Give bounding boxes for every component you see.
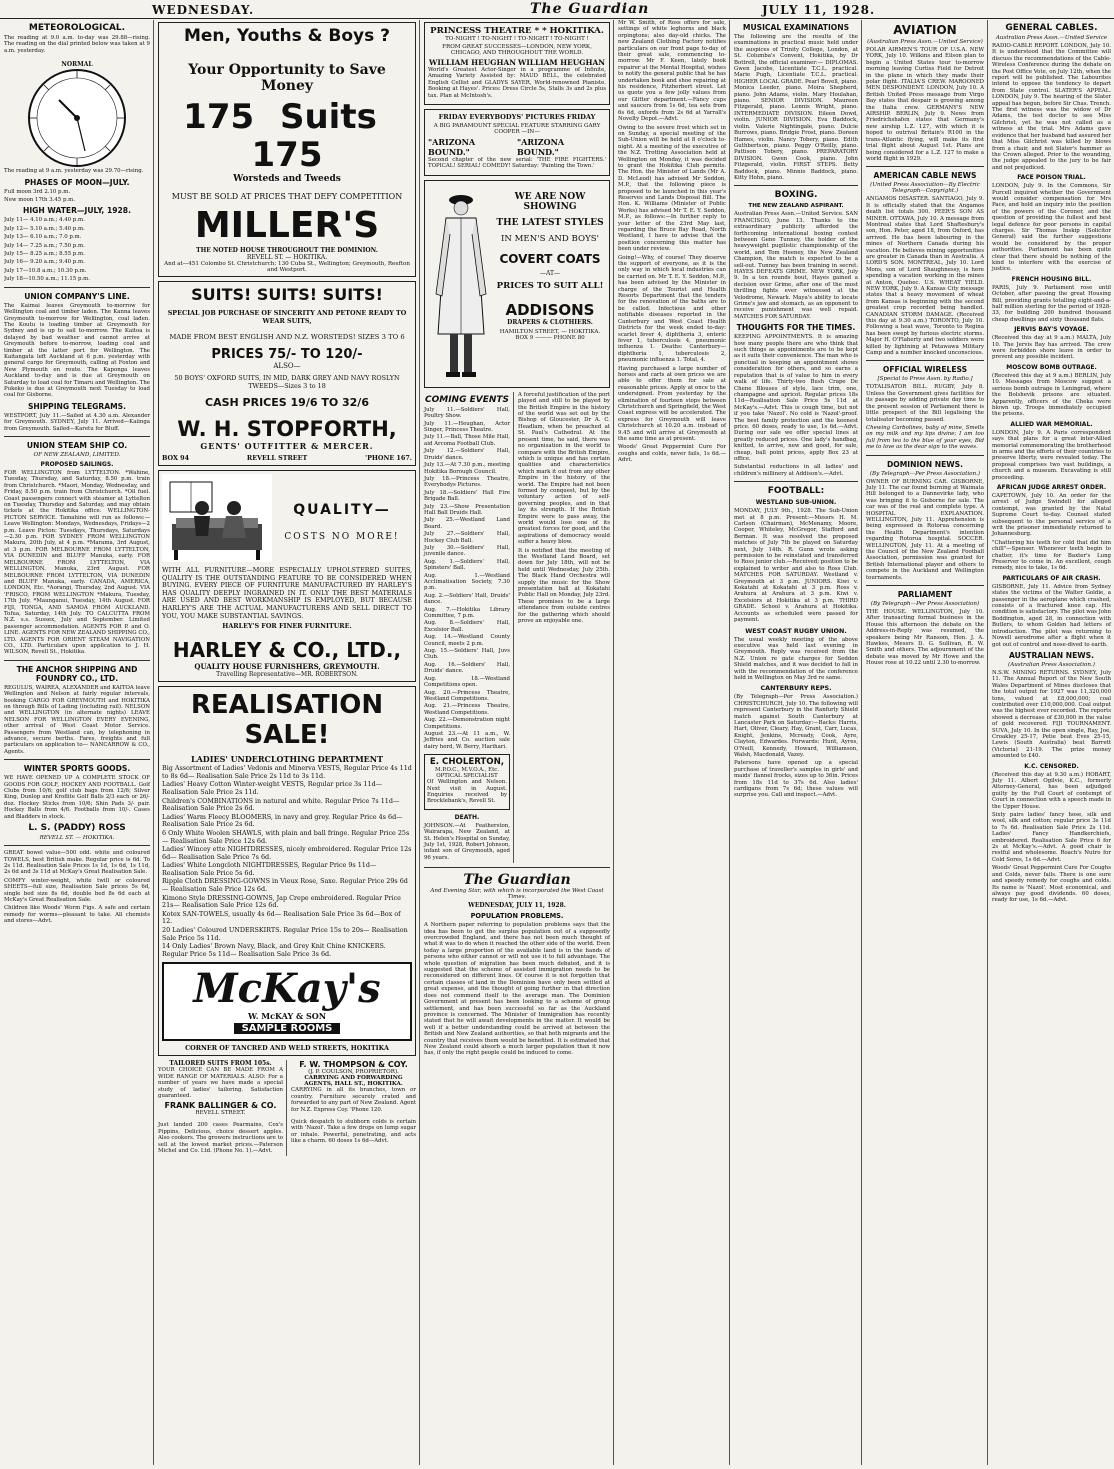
phase-line: Full moon 3rd 2.10 p.m. <box>4 188 71 195</box>
aviation-text: POLAR AIRMEN'S TOUR OF U.S.A. NEW YORK, July 10. Wilkins and Eilson plan to begin a United States tour to-morrow morning leaving Curtiss Field for Detroit in the plane in which they made their polar flight. ITALIA'S CREW. MAROONED MEN DESPONDENT. LONDON, July 10. A British United Press message from Virgo Bay states that despair is growing among the Italia crew. GERMANY'S NEW AIRSHIP. BERLIN, July 9. News from Friedrichshafen states that Germany's new airship L.Z. 127, with which it is hoped to outrival Britain's R100 in the trans-Atlantic flying, will make its first trial flight about August 1st. Plans are being considered for a L.Z. 127 to make a world flight in 1929. <box>866 47 984 162</box>
aviation-sub: (Australian Press Assn.—United Service) <box>867 39 983 45</box>
mckays-sale-ad <box>158 686 416 1056</box>
event-item: July 13.—At 7.30 p.m., meeting Hokitika Borough Council. <box>424 462 510 475</box>
anchor-text: REGULUS, WAIREA, ALEXANDER and KAITOA leave Wellington and Nelson at fairly regular intervals, booking CARGO FOR GREYMOUTH and HOKITIKA on through Bills of Lading (including rail). NELSON and WELLINGTON (in alternate nights) LEAVE NELSON FOR WELLINGTON EVERY EVENING, other arrival of West Coast Motor Service. Passengers from Westland can, by telephoning in advance, secure berths. Fares, freights and full particulars on application to— NANCARROW & CO., Agents. <box>4 684 150 755</box>
westland-text: MONDAY, JULY 9th., 1928. The Sub-Union met at 8 p.m. Present:—Messrs H. M. Carlson (Chairman), McMenamy, Moore, Cooper, Whiteley, McGregor, Stafford and Berman. It was resolved the proposed matches of July 7th be played on Saturday next, July 14th. R. Gunn wrote asking permission to be reinstated and transferred to Ross junior club.—Received; position to be explained to writer and also to Ross Club. MATCHES FOR SATURDAY. Westland v. Greymouth at 3 p.m. JUNIORS. Kiwi v. Kokatahi at Kokatahi at 3 p.m. Ross v. Arahura at Arahura at 3 p.m. Kiwi v. Excelsiors at Hokitika at 3 p.m. THIRD GRADE. School v. Arahura at Hokitika. Accounts as scheduled were passed for payment. <box>734 508 858 624</box>
quality-word: QUALITY— <box>293 502 391 518</box>
at-line: —AT— <box>539 269 560 277</box>
frank-addr: REVELL STREET. <box>195 1110 246 1117</box>
children-text: Children like Woods' Worm Figs. A safe and certain remedy for worms—pleasant to take. All chemists and stores—Advt. <box>4 905 150 925</box>
general-text: RADIO-CABLE REPORT. LONDON, July 10. It is understood that the Committee will discuss the recommendations of the Cable-Wireless Conference during the debate on the Post Office Vote, on July 12th, when the report will be published. The Labourites intend to oppose the tendency to depart from State control. SLATER'S APPEAL. LONDON, July 9. The hearing of the Slater appeal has begun, before Sir Chas. Trench. The first witness was the widow of Dr Adams, the test doctor to see Miss Gilchrist, yet he was not called as a witness at the trial. Mrs Adams gave evidence that her husband had assured her that Miss Gilchrist was killed by blows from a chair, and not Slater's hammer as the Crown alleged. Prior to the wounding, the judge appealed to the jury to be fair and not prejudiced. <box>992 43 1111 171</box>
addisons-tag: DRAPERS & CLOTHIERS. <box>507 318 593 326</box>
covert-line: COVERT COATS <box>499 251 601 266</box>
harley-ad <box>158 470 416 682</box>
event-item: July 11.—Heughan, Actor Singer, Princess Theatre. <box>424 420 510 434</box>
aus-text: N.S.W. MINING RETURNS. SYDNEY, July 11. The Annual Report of the New South Wales Department of Mines discloses that the total output for 1927 was 11,320,000 tons, valued at £8,000,000; coal contributed over £10,000,000. Coal output was the highest ever recorded. The reports showed a decrease of £30,000 in the value of gold recovered. FIJI TOURNAMENT. SUVA, July 10. In the open single, Ray, Joe, Croakley 25-17, Petie beat Eves 25-15, Lewis (South Australia) beat Barrett (Victoria) 21-19. The prize money amounted to £40. <box>992 669 1111 760</box>
uss-sailings: PROPOSED SAILINGS. <box>40 461 114 468</box>
tide-line: July 13— 6.10 a.m.; 7.0 p.m. <box>4 234 82 241</box>
cholerton-sub: M.P.O.C., M.V.O.A., Etc. OPTICAL SPECIALIST <box>435 767 499 780</box>
cant-heading: CANTERBURY REPS. <box>760 684 832 693</box>
sale-lines <box>162 765 412 958</box>
events-list <box>424 407 510 750</box>
oxford-line: 50 BOYS' OXFORD SUITS, IN MID, DARK GREY AND NAVY ROSLYN TWEEDS—Sizes 3 to 18 <box>174 374 400 390</box>
stopforth-name: W. H. STOPFORTH, <box>177 417 397 441</box>
princess-text: World's Greatest Actor-Singer in a programme of Infinite, Amazing Variety Assisted by: MAUD BELL, the celebrated English Cellist and GLADYS SAYER, World-renowned Pianiste. Booking at Hayes'. Prices: Dress Circle 5s, Stalls 3s and 2s plus tax. Plan at McIntosh's. <box>428 67 606 99</box>
dominion-heading: DOMINION NEWS. <box>886 459 964 469</box>
african-heading: AFRICAN JUDGE ARREST ORDER. <box>996 483 1107 491</box>
mckays-sub: W. McKAY & SON <box>247 1011 327 1022</box>
aus-heading: AUSTRALIAN NEWS. <box>1009 650 1094 660</box>
paramount-line: A BIG PARAMOUNT SPECIAL FEATURE STARRING GARY COOPER —IN— <box>433 123 601 136</box>
allied-heading: ALLIED WAR MEMORIAL. <box>1010 420 1093 428</box>
sale-line: Ladies' White Longcloth NIGHTDRESSES, Regular Price 9s 11d— Realisation Sale Price 5s 6d. <box>162 861 377 877</box>
union-heading: UNION COMPANY'S LINE. <box>24 291 130 301</box>
local-notes: Mr W. Smith, of Ross offers for sale, settings of white leghorns and black orpingtons; also day-old chicks. The new Zealand Clothing Factory notifies particulars on our front page to-day of their great sale, commencing to-morrow. Mr F. Keen, lately book repairer at the Mental Hospital, wishes to notify the general public that he has undertaken book and shoe repairing at his residence, Fitzherbert street. Let us quote you a few jolly values from our Glitter department.—Fancy cups and saucers from 1s 6d, tea sets from 6s 6d, oxfords from 2s 6d at Yarrall's Novelty Depot.—Advt. <box>618 20 726 123</box>
from-great: FROM GREAT SUCCESSES—LONDON, NEW YORK, CHICAGO, AND THROUGHOUT THE WORLD. <box>442 44 592 56</box>
arizona-title: "ARIZONA BOUND." <box>517 137 565 158</box>
column-4 <box>615 20 730 1465</box>
millers-branches: And at—451 Colombo St. Christchurch; 130 Cuba St., Wellington; Greymouth, Reefton and Westport. <box>164 261 410 273</box>
tide-line: July 16— 9.20 a.m.; 9.40 p.m. <box>4 259 85 266</box>
patersons-text: Patersons have opened up a special purchase of traveller's samples in girls' and maids' flannel frocks, sizes up to 36in. Prices from 18s 11d to 37s 6d. Also ladies' cardigans from 7s 6d; these values will surprise you. Call and inspect.—Advt. <box>734 760 858 799</box>
official-heading: OFFICIAL WIRELESS <box>882 365 968 375</box>
event-item: Aug. 1.—Westland Acclimatisation Society, 7.30 p.m. <box>424 572 510 592</box>
uss-text: FOR WELLINGTON from LYTTELTON. *Wahine, Tuesday, Thursday, and Saturday, 8.50 p.m. train from Christchurch. *Maori, Monday, Wednesday, and Friday, 8.50 p.m. train from Christchurch. *Oil fuel. Coast passengers connect with steamer at Lyttelton on Tuesday, Thursday and Saturday, and may obtain tickets at the Hokitika office. WELLINGTON-PICTON SERVICE. Tamahine will run as follows:— Leave Wellington: Mondays, Wednesdays, Fridays—2 p.m. Leave Picton: Tuesdays, Thursdays, Saturdays—2.30 p.m. FOR SYDNEY FROM WELLINGTON Makura, 20th July, at 4 p.m. *Marama, 3rd August, at 3 p.m. FOR MELBOURNE FROM LYTTELTON, VIA DUNEDIN and BLUFF Manuka, early. FOR MELBOURNE FROM LYTTELTON, VIA WELLINGTON. Manuka, 23rd August. FOR MELBOURNE FROM LYTTELTON, VIA DUNEDIN and BLUFF Manuka, early. CANADA, AMERICA, LONDON, Etc. *Aorangi, Thursday, 2nd August. VIA 'FRISCO, FROM WELLINGTON *Makura, Tuesday, 17th July. *Maunganui, Tuesday, 14th August. FOR FIJI, TONGA, AND SAMOA FROM AUCKLAND. Tofua, Saturday, 14th July. TO CALCUTTA FROM N.Z. s.s. Sussex, July and September. Limited passenger accommodation. AGENTS FOR P. and O. LINE. AGENTS FOR NEW ZEALAND SHIPPING CO., LTD. AGENTS FOR ORIENT STEAM NAVIGATION CO., LTD. Particulars upon application to J. H. WILSON, Revell St., Hokitika. <box>4 470 150 656</box>
must-sell-line: MUST BE SOLD AT PRICES THAT DEFY COMPETITION <box>171 192 403 201</box>
everybodys-ad <box>424 109 610 176</box>
anchor-heading: THE ANCHOR SHIPPING AND FOUNDRY CO., LTD. <box>16 664 138 683</box>
stopforth-ad <box>158 281 416 466</box>
met-text: The reading at 9.0 a.m. to-day was 29.88—rising. The reading on the dial printed below was taken at 9 a.m. yesterday. <box>4 35 150 54</box>
sale-line: Kimono Style DRESSING-GOWNS, Jap Crepe embroidered. Regular Price 21s— Realisation Sale Price 12s 6d. <box>162 893 401 910</box>
coming-heading: COMING EVENTS <box>424 394 510 405</box>
princess-heading: PRINCESS THEATRE * * HOKITIKA. <box>430 26 604 36</box>
masthead-day: WEDNESDAY. <box>152 3 255 17</box>
event-item: Aug. 7.—Hokitika Library Committee, 7 p.m. <box>424 606 510 620</box>
uss-heading: UNION STEAM SHIP CO. <box>26 441 128 450</box>
tide-line: July 18—10.50 a.m.; 11.15 p.m. <box>4 276 90 283</box>
column-2 <box>155 20 420 1465</box>
high-water-heading: HIGH WATER—JULY, 1928. <box>23 206 131 216</box>
suits-word: Suits <box>279 97 377 137</box>
boxing-sub: THE NEW ZEALAND ASPIRANT. <box>748 203 844 210</box>
official-sub: [Special to Press Assn. by Radio.] <box>877 376 973 383</box>
aviation-heading: AVIATION <box>893 23 957 37</box>
column-6 <box>863 20 988 1465</box>
william-name: WILLIAM HEUGHAN <box>429 58 516 67</box>
sale-line: Ladies' Heavy Cotton Winter-weight VESTS, Regular price 3s 11d— Realisation Sale Price 2s 11d. <box>162 780 383 796</box>
sale-line: 6 Only White Woolen SHAWLS, with plain and ball fringe. Regular Price 25s— Realisation Sale Price 12s 6d. <box>162 828 410 845</box>
cholerton-text: Of Wellington and Nelson. Next visit in August. Enquiries received by Brocklebank's, Revell St. <box>427 779 507 805</box>
football-heading: FOOTBALL: <box>767 486 825 497</box>
sale-line: Children's COMBINATIONS in natural and white. Regular Price 7s 11d— Realisation Sale Price 2s 6d. <box>162 796 400 813</box>
harley-name: HARLEY & CO., LTD., <box>172 638 402 663</box>
subst-text: Substantial reductions in all ladies' and children's millinery at Addison's.—Advt. <box>734 464 858 477</box>
latest-line: THE LATEST STYLES <box>496 217 604 228</box>
music-text: The following are the results of the examinations in practical music held under the auspices of Trinity College, London, at St. Columba's Convent, Hokitika, by Dr Bottrell, the official examiner:— DIPLOMAS. Gwen Jacobs, Licentiate T.C.L. practical. Marie Pugh, Licentiate T.C.L. practical. HIGHER LOCAL GRADE. Pearl Bovell, piano. Monica Leeder, piano. Moira Shepherd, piano. John Adams, violin. Mary Houlahan, piano. SENIOR DIVISION. Maureen Fitzgerald, piano. Lennis Wright, piano. INTERMEDIATE DIVISION. Eileen Dowd, violin. JUNIOR DIVISION. Eva Baddock, violin. Valerie Nightingale, piano. Dulcie Burrows, piano. Bridgie Frost, piano. Doreen Hames, violin. Nancy Tobery, piano. Edith Guthbertson, piano. Peggy O'Reilly, piano. Pattison Tobery, piano. PREPARATORY DIVISION. Gwen Cook, piano. John Fitzgerald, violin. FIRST STEPS. Betty Baddock, piano. Minnie Baddock, piano. Kitty Hohn, piano. <box>734 34 858 181</box>
winter-text: WE HAVE OPENED UP A COMPLETE STOCK OF GOODS FOR GOLF, HOCKEY AND FOOTBALL. Golf Clubs from 10/6; golf club bags from 12/6; Silver King, Dunlop and Kroflite Golf Balls 2/3 each or 26/- doz. Hockey Sticks from 10/6; Shin Pads 3/- pair. Hockey Balls from 4/6. Footballs from 10/-. Cases and Bladders in stock. <box>4 775 150 820</box>
william-name: WILLIAM HEUGHAN <box>518 58 605 67</box>
housing-text: Having purchased a large number of horses and carts at own prices we are able to offer them for sale at reasonable prices. Apply at once to the undersigned. From yesterday by the elimination of fourteen stops between Christchurch and Springfield, the West Coast express will be accelerated. The express for Greymouth will leave Christchurch at 10.20 a.m. instead of 9.45 and will arrive at Greymouth at the same time as at present. <box>618 365 726 442</box>
particulars-heading: PARTICULARS OF AIR CRASH. <box>1002 574 1101 582</box>
opportunity-line: Your Opportunity to Save Money <box>188 62 386 94</box>
arizona-title: "ARIZONA BOUND." <box>428 137 476 158</box>
west-coast-heading: WEST COAST RUGBY UNION. <box>745 626 847 635</box>
also-line: ALSO— <box>273 362 301 370</box>
suits-count: 175 <box>183 97 255 137</box>
event-item: Aug. 2.—Soldiers' Hall, Druids' dance. <box>424 592 510 606</box>
parl-sub: (By Telegraph—Per Press Association) <box>870 601 980 608</box>
made-from: MADE FROM BEST ENGLISH AND N.Z. WORSTEDS! SIZES 3 TO 6 <box>169 333 405 341</box>
column-5 <box>731 20 862 1465</box>
union-text: The Kaimai leaves Greymouth to-morrow for Wellington coal and timber laden. The Kanna leaves Greymouth to-morrow for Wellington, coal laden. The Koutu is loading timber at Greymouth for Sydney and is up to sail to-morrow. The Kaitoa is delayed by bad weather and cannot arrive at Greymouth before to-morrow, loading coal and timber at the latter port for Wellington. The Kaitangata left Auckland at 6 p.m. yesterday with general cargo for Greymouth, calling at Foxton and New Plymouth en route. The Kaponga leaves Auckland to-day and is due at Greymouth on Saturday to load coal for Timaru and Wellington. The Pukeko is due at Greymouth next Tuesday to load coal for Gisborne. <box>4 302 150 399</box>
moscow-text: (Received this day at 9 a.m.) BERLIN, July 10. Messages from Moscow suggest a serious bomb outrage in Leningrad, where the Bolshevik prisons are situated. Apparently, officers of the Cheka were blown up. Troops immediately occupied the prisons. <box>992 372 1111 418</box>
mckays-corner: CORNER OF TANCRED AND WELD STREETS, HOKITIKA <box>185 1044 389 1053</box>
harley-for: HARLEY'S FOR FINER FURNITURE. <box>222 622 352 631</box>
cable-heading: AMERICAN CABLE NEWS <box>873 171 977 181</box>
face-heading: FACE POISON TRIAL. <box>1017 174 1086 182</box>
harley-tag: QUALITY HOUSE FURNISHERS, GREYMOUTH. <box>194 662 380 672</box>
thompson-line: CARRYING AND FORWARDING AGENTS, HALL ST., HOKITIKA. <box>304 1075 403 1088</box>
sale-line: Big Assortment of Ladies' Vedonis and Minerva VESTS, Regular Price 4s 11d to 8s 6d— Realisation Sale Price 2s 11d to 3s 11d. <box>162 764 412 780</box>
event-item: July 18.—Princess Theatre, Everybodys Pictures. <box>424 475 510 489</box>
arizona-text: Second chapter of the new serial: 'THE FIRE FIGHTERS.' TOPICAL! SERIAL! COMEDY! Saturday: 'Painting the Town.' <box>428 157 606 170</box>
boxing-text: Australian Press Assn.—United Service. SAN FRANCISCO, June 13. Thanks to the extraordinary publicity afforded the forthcoming international boxing contest between Gene Tunney, the holder of the heavyweight pugilistic championship of the world, and Tom Heeney, the New Zealand Champion, the match is expected to be a sell-out. Tunney has been training in secret. HAYES DEFEATS GRIME. NEW YORK, July 9. In a ten rounds bout, Hayes gained a decision over Grime, after one of the most thrilling fights ever witnessed at the Velodrome, Newark. Maya's ability to locate Grime's jaw and stomach, as an opponent to receive punishment was well repaid. MATCHES FOR SATURDAY. <box>734 211 858 320</box>
prices-line: PRICES 75/- TO 120/- <box>211 347 363 362</box>
aus-sub: (Australian Press Association.) <box>1008 661 1095 668</box>
addisons-ad <box>424 180 610 388</box>
thoughts-heading: THOUGHTS FOR THE TIMES. <box>736 323 856 333</box>
kc-heading: K.C. CENSORED. <box>1024 762 1079 770</box>
moscow-heading: MOSCOW BOMB OUTRAGE. <box>1006 363 1097 371</box>
event-item: Aug. 16.—Soldiers' Hall, Druids' dance. <box>424 661 510 675</box>
westland-sub: WESTLAND SUB-UNION. <box>755 499 837 507</box>
stopforth-tag: GENTS' OUTFITTER & MERCER. <box>200 441 374 451</box>
sup-text: It is notified that the meeting of the Westland Land Board, set down for July 18th, will not be held until Wednesday, July 25th. The Black Hand Orchestra will supply the music for the Show presentation ball at Kokatahi Public Hall on Monday, July 23rd. These promises to be a large attendance from outside centres for the gathering which should prove an enjoyable one. <box>518 547 610 625</box>
ross-name: L. S. (PADDY) ROSS <box>28 823 126 834</box>
addisons-name: ADDISONS <box>505 300 595 319</box>
cholerton-ad <box>424 754 510 810</box>
event-item: Aug. 15.—Soldiers' Hall, Juvs Club. <box>424 648 510 661</box>
tide-line: July 14— 7.25 a.m.; 7.50 p.m. <box>4 242 85 249</box>
suit-all-line: PRICES TO SUIT ALL! <box>496 280 604 291</box>
editorial-text: A Northern paper referring to population problems says that the idea has been to get the surplus population out of a supposedly overcrowded England, and there has not been much thought of what it was to do when it reached the other side of the world. Even today a large proportion of the available land is in the hands of persons who either cannot or will not use it to full advantage. The whole question of migration has been much debated, and it is suggested that the scheme of assisted immigration needs to be reconsidered on different lines. Of course it is not forgotten that certain classes of land in the Dominion have only been settled at great expense, and the thought of going further in that direction does not commend itself to the average man. The Dominion Government at present has been looking to a scheme of group settlement, and has been successful so far as the Auckland province is concerned. The Minister of Immigration has recently stated that he will await developments in the matter. It would be well if a better understanding could be arrived at between the British and New Zealand authorities, so that both migrants and the country that receives them would be benefited. It is estimated that New Zealand could absorb a much larger population than it now has, if only the right people could be induced to come. <box>424 922 610 1057</box>
tide-line: July 17—10.8 a.m.; 10.30 p.m. <box>4 267 87 274</box>
event-item: July 23.—Show Presentation Hall Ball Druids Hall. <box>424 503 510 516</box>
guardian-logo: The Guardian <box>463 872 571 889</box>
sixty-text: Sixty pairs ladies' fancy hose, silk and wool, silk and cotton; regular price 3s 11d to 7s 6d. Realisation Sale Price 2s 11d. Ladies' Fancy Handkerchiefs, embroidered. Realisation Sale Price 6 for 2s at McKay's.—Advt. A good chair is restful and wholesome. Roach's Nutro for Cold Sores, 1s 6d.—Advt. <box>992 812 1111 863</box>
sale-line: Kotex SAN-TOWELS, usually 4s 6d— Realisation Sale Price 3s 6d—Box of 12. <box>162 909 401 926</box>
couple-illustration-icon <box>162 474 272 562</box>
winter-heading: WINTER SPORTS GOODS. <box>23 764 131 774</box>
masthead-date: JULY 11, 1928. <box>762 3 876 17</box>
stopforth-box: BOX 94 <box>162 454 190 462</box>
friday-heading: FRIDAY EVERYBODYS' PICTURES FRIDAY <box>438 113 596 122</box>
parliament-heading: PARLIAMENT <box>897 590 953 600</box>
general-sub: Australian Press Assn.—United Service <box>995 35 1108 41</box>
justif-lead: A forceful justification of the port played and still to be played by the British Empire in the history of the world was set out by the Bishop of Gloucester, Dr A. C. Headlam, when he preached at St. Paul's Cathedral. At the present time, he said, there was no organisation in the world to compare with the British Empire, which is unique and has certain qualities and characteristics which mark it out from any other Empire in the history of the world. The Empire had not been formed by conquest, but by the voluntary action of self-governing peoples, and in that lay its strength. If the British Empire were to pass away, the world would lose one of its greatest forces for good, and the aspirations of democracy would suffer a heavy blow. <box>518 391 610 546</box>
shipping-heading: SHIPPING TELEGRAMS. <box>27 401 127 411</box>
in-men-line: IN MEN'S AND BOYS' <box>500 233 599 244</box>
mckays-logo-block <box>162 962 412 1041</box>
event-item: Aug. 20.—Princess Theatre, Westland Competitions. <box>424 689 510 702</box>
special-line: SPECIAL JOB PURCHASE OF SINCERITY AND PETONE READY TO WEAR SUITS, <box>167 309 407 325</box>
thoughts-text: KEEPING APPOINTMENTS. It is amazing how many people there are who think that such things as appointments are to be kept as it suits their convenience. The man who is punctual in keeping an appointment shows consideration for others, and so earns a reputation that is of value to him in every walk of life. Thirty-two Bush Crape De Chene Blouses of style, lace trim, one, champagne and apricot. Regular prices 18s 11d—Realisation Sale Price 5s 11d at McKay's.—Advt. This is cough time, but not if you take 'Nazol'. No cold is 'Nazol'-proof. The best family protection and the keenest price. 60 doses, ready to use, 1s 6d.—Advt. During our sale we offer special lines at greatly reduced prices. One lady's handbag, knitted, to arrive, new and good, for sale, cheap, ball point prices, apply Box 23 at office. <box>734 334 858 462</box>
suits-heading: SUITS! SUITS! SUITS! <box>191 285 383 304</box>
going-text: Going!—Why, of course! They deserve the support of everyone, as it is the only way in which local industries can be carried on. Mr T. E. Y. Seddon, M.P., has been advised by the Minister in charge of the Tourist and Health Resorts Department that the tenders for the renovation of the baths are to be called. Infectious and other notifiable diseases reported in the Canterbury and West Coast Health Districts for the week ended to-day: scarlet fever 4, diphtheria 3, enteric fever 1, tuberculosis 4, pneumonic influenza 1. Deaths: Canterbury—diphtheria 1, tuberculosis 2, pneumonic influenza 1. Total, 4. <box>618 254 726 364</box>
addisons-box: BOX 9 ——— PHONE 80 <box>515 334 585 341</box>
masthead <box>0 0 1114 19</box>
population-heading: POPULATION PROBLEMS. <box>470 912 564 921</box>
cash-line: CASH PRICES 19/6 TO 32/6 <box>205 396 369 409</box>
african-text: CAPETOWN, July 10. An order for the arrest of Judge Swindell for alleged contempt, was granted by the Natal Supreme Court to-day. Counsel stated subsequent to the personal service of a writ the prisoner immediately returned to Johannesburg. <box>992 492 1111 538</box>
wc-text: The usual weekly meeting of the above executive was held last evening in Greymouth. Reply was received from the N.Z. Union re gate charges for Seddon Shield matches, and it was decided to fall in with the recommendation of the conference held in Wellington on May 3rd re same. <box>734 636 858 681</box>
tailored-line: TAILORED SUITS FROM 105s. <box>169 1060 272 1068</box>
great-text: GREAT bowel value—500 odd. white and coloured TOWELS, best British make. Regular price is 6d. To 2s 11d. Realisation Sale Prices 1s 1d, 1s 6d, 1s 11d, 2s 6d and 3s 11d at McKay's Great Realisation Sale. <box>4 850 150 876</box>
jervis-text: (Received this day at 9 a.m.) MALTA, July 10. The Jervis Bay has arrived. The crew were forbidden shore leave in order to prevent any possible incident. <box>992 335 1111 361</box>
harley-text: WITH ALL FURNITURE—MORE ESPECIALLY UPHOLSTERED SUITES, QUALITY IS THE OUTSTANDING FEATURE TO BE CONSIDERED WHEN BUYING. EVERY PIECE OF FURNITURE MANUFACTURED BY HARLEY'S HAS QUALITY DEEPLY INGRAINED IN IT. ONLY THE BEST MATERIALS ARE USED AND BEST WORKMANSHIP IS EMPLOYED, BUT BECAUSE HARLEY'S ARE THE ACTUAL MANUFACTURERS AND SELL DIRECT TO YOU, YOU MAKE SUBSTANTIAL SAVINGS. <box>162 566 412 620</box>
event-item: July 25.—Westland Land Board. <box>424 517 510 530</box>
local-notes-2: Owing to the severe frost which set in on Sunday, a special meeting of the Sub-Union will be held at 8 o'clock to-night. At a meeting of the executive of the N.Z. Trotting Association held at Wellington on Monday, it was decided to grant the Hokitika Club permits. The Hon. the Minister of Lands (Mr A. D. McLeod) has advised Mr Seddon, M.P., that the following piece is proposed to be launched in this year's Reserves and Lands Disposal Bill. The Hon. K. Williams (Minister of Public Works) has advised Mr T. E. Y. Seddon, M.P., as follows:—In further reply to your letter of the 23rd May last, regarding the Bruce Bay Road, North Westland, I have to advise that the position concerning this matter has been under review. <box>618 124 726 253</box>
ross-addr: REVELL ST. — HOKITIKA. <box>39 835 115 842</box>
french-heading: FRENCH HOUSING BILL. <box>1011 275 1092 283</box>
harley-rep: Travelling Representative—MR. ROBERTSON. <box>216 671 358 679</box>
onions-text: Just landed 200 cases Pearmains, Cox's Pippins, Delicious, choice dessert apples. Also cookers. The growers instructions are to sell at the lowest market prices.—Paterson Michel and Co. Ltd. (Phone No. 1).—Advt. <box>158 1122 283 1155</box>
sale-line: Ladies' Warm Fleecy BLOOMERS, in navy and grey. Regular Price 4s 6d— Realisation Sale Price 2s 6d. <box>162 812 403 829</box>
dom-sub: (By Telegraph—Per Press Association.) <box>869 470 981 477</box>
event-item: Aug. 8.—Soldiers' Hall, Excelsior Ball. <box>424 620 510 633</box>
event-item: Aug. 1.—Soldiers' Hall, Spinsters' Ball. <box>424 558 510 572</box>
dom-text: OWNER OF BURNING CAR. GISBORNE, July 11. The car found burning at Waimata Hill belonged to a Dannevirke lady, who was bringing it to Gisborne for sale. The car was of the real and complete type. A HOSPITAL EXPLANATION. WELLINGTON, July 11. Apprehension is being expressed in Rotorua concerning the Health Department's intention regarding Rotorua hospital. SOCCER. WELLINGTON, July 11. At a meeting of the Council of the New Zealand Football Association, permission was granted for British International player and others to compete in the Auckland and Wellington tournaments. <box>866 478 984 581</box>
phases-heading: PHASES OF MOON—JULY. <box>24 177 130 187</box>
column-3 <box>421 20 614 1465</box>
guardian-sub: And Evening Star, with which is incorporated the West Coast Times. <box>430 888 604 901</box>
dial-label: NORMAL <box>61 61 93 69</box>
jervis-heading: JERVIS BAY'S VOYAGE. <box>1014 326 1089 334</box>
thompson-text: CARRYING in all its branches, town or country. Furniture securely crated and forwarded to any part of New Zealand. Agent for N.Z. Express Coy. 'Phone 120. <box>291 1087 416 1113</box>
princess-ad <box>424 22 610 105</box>
cant-text: (By Telegraph—Per Press Association.) CHRISTCHURCH, July 10. The following will represent Canterbury in the Ranfurly Shield match against South Canterbury at Lancaster Park on Saturday:—Backs: Harris, Hart, Oliver, Cleary, Hay, Grant, Carr, Lucas, Knight, Jenkins, Mcready, Cook, Ayre, Clayton, Edwardes. Forwards: Hunt, Ayres, O'Neill, Kennedy, Howard, Williamson, Walsh, Macdonald, Vazey. <box>734 694 858 758</box>
millers-tag: THE NOTED HOUSE THROUGHOUT THE DOMINION. <box>196 247 378 254</box>
woods-advt: Woods' Great Peppermint Cure For coughs and colds, never fails, 1s 6d.—Advt. <box>618 444 726 464</box>
death-text: JOHNSON.—At Featherston, Wairarapa, New Zealand, at St. Helen's Hospital on Sunday, July 1st, 1928, Robert Johnson, infant son of Greymouth, aged 96 years. <box>424 822 511 861</box>
french-text: PARIS, July 9. Parliament rose until October, after passing the great Housing Bill, providing grants totalling eight-and-a-half million sterling for the period of 1928-33, for building 200 hundred thousand cheap dwellings and sixty thousand flats. <box>992 284 1111 323</box>
addisons-addr: HAMILTON STREET, — HOKITIKA. <box>499 328 601 335</box>
frank-name: FRANK BALLINGER & CO. <box>164 1101 277 1111</box>
event-item: July 11.—Soldiers' Hall, Poultry Show. <box>424 406 510 420</box>
choice-text: YOUR CHOICE CAN BE MADE FROM A WIDE RANGE OF MATERIALS. ALSO: For a number of years we have made a special study of ladies' tailoring. Satisfaction guaranteed. <box>158 1067 283 1100</box>
boxing-heading: BOXING. <box>774 190 818 201</box>
event-item: July 11.—Ball, Those Mile Hall, aid Arcoma Football Club. <box>424 434 510 447</box>
event-item: Aug. 22.—Demonstration night Competitions. <box>424 717 510 730</box>
event-item: July 12.—Soldiers' Hall, Druids' dance. <box>424 448 510 461</box>
coat-figure-icon <box>428 184 494 384</box>
cable-text: ANGAMOS DISASTER. SANTIAGO, July 9. It is officially stated that the Angamos death list totals 300. PEER'S SON AS MINER. OTTAWA, July 10. A message from Montreal states that Lord Shaftesbury's son, Hon. Peter, aged 18, from Oxford, has arrived. He has been labouring in the mines of Northern Canada during his vacation. He believes mining opportunities are greater in Canada than in Australia. A LORD'S SON. MONTREAL, July 10. Lord Mons, son of Lord Shaughnessy, is here spending a vacation working in the mines at Anton, Quebec. U.S. WHEAT YIELD. NEW YORK, July 9. A Kansas City message states that a heavy movement of wheat from Kansas is beginning with the second greatest crop recorded being handled. CANADIAN STORM DAMAGE. (Received this day at 9.30 a.m.) TORONTO, July 10. Following a heat wave, Toronto to Regina has been swept by furious electric storms. Major H. O'Flaherty and two soldiers were killed by lightning at Petawawa Military Camp and a number knocked unconscious. <box>866 196 984 357</box>
sale-line: Ladies' Wincey ette NIGHTDRESSES, nicely embroidered. Regular Price 12s 6d— Realisation Sale Price 7s 6d. <box>162 845 412 861</box>
shipping-text: WESTPORT, July 11.—Sailed at 4.30 a.m. Alexander for Greymouth. SYDNEY, July 11. Arrived—Kaiinga from Greymouth. Sailed—Karetu for Bluff. <box>4 412 150 432</box>
sale-line: 14 Only Ladies' Brown Navy, Black, and Grey Knit Chine KNICKERS. Regular Price 5s 11d— Realisation Sale Price 3s 6d. <box>162 942 386 958</box>
event-item: July 27.—Soldiers' Hall, Hockey Club Ball. <box>424 531 510 544</box>
official-text: TOTALISATOR BILL. RUGBY, July 8. Unless the Government gives facilities for its passage by adding private day time to the present session of Parliament there is little prospect of the Bill legalising the totalisator becoming passed. <box>866 384 984 423</box>
costs-line: COSTS NO MORE! <box>284 532 400 542</box>
chattering-text: "Chattering his teeth for cold that did him chill"—Spenser. Whenever teeth begin to chatter, it's time for Baxter's Lung Preserver to come in. An excellent, cough remedy, nice to take, 1s 6d. <box>992 539 1111 572</box>
sale-line: 20 Ladies' Coloured UNDERSKIRTS. Regular Price 15s to 20s— Realisation Sale Price 5s 11d. <box>162 926 408 942</box>
parl-text: THE HOUSE. WELLINGTON, July 10. After transacting formal business in the House this afternoon the debate on the Address-in-Reply was resumed, the speakers being Mr Ransom, Hon. J. A. Hawkes, Messrs D. G. Sullivan, R. W. Smith and others. The adjournment of the debate was moved by Mr Howe and the House rose at 10.22 until 2.30 to-morrow. <box>866 609 984 667</box>
suits-count: 175 <box>251 135 323 175</box>
meteorological-heading: METEOROLOGICAL. <box>28 23 126 33</box>
allied-text: LONDON, July 9. A Paris correspondent says that plans for a great inter-Allied memorial commemorating the brotherhood in arms and the efforts of their countries to preserve liberty, were revealed today. The proposal comprises two vast buildings, a church and a museum. Excavating is still proceeding. <box>992 429 1111 481</box>
millers-addr: REVELL ST. — HOKITIKA. <box>246 254 328 261</box>
chewing-text: Chewing Carbolines, baby of mine, Smells on my milk and my lips divine; I am too full from tea to the blue of your eyes, Bid me to love as the dear sign to the waves. <box>866 424 984 451</box>
millers-ad <box>158 22 416 277</box>
thompson-name: F. W. THOMPSON & COY. <box>299 1060 408 1070</box>
event-item: July 18.—Soldiers' Hall Fire Brigade Ball. <box>424 489 510 503</box>
event-item: August 23.—At 11 a.m., W. Jeffries and Co. auction sale dairy herd, W. Berry, Harihari. <box>424 730 510 750</box>
men-title: Men, Youths & Boys ? <box>183 26 391 46</box>
face-text: LONDON, July 9. In the Commons, Sir Purcell inquired whether the Government would consider compensation for Mrs Pace, and hold an inquiry into the position of the powers of the Coroner, and the question of providing the fullest and best legal defence for poor persons in capital charges. Sir Thomas Inskip (Solicitor General) said the further suggestions would be considered by the proper authorities. Parliament has been quite clear that there should be nothing of the kind to interfere with the exercise of justice. <box>992 183 1111 273</box>
barometer-dial-icon <box>17 56 137 171</box>
music-heading: MUSICAL EXAMINATIONS <box>742 23 850 32</box>
millers-name: MILLER'S <box>194 205 380 246</box>
tide-line: July 12— 5.10 a.m.; 5.40 p.m. <box>4 225 85 232</box>
masthead-title: The Guardian <box>530 1 650 17</box>
cable-sub: (United Press Association—By Electric Telegraph—Copyright.) <box>870 182 980 195</box>
comfy-text: COMFY winter-weight, white twill or coloured SHEETS—full size, Realisation Sale prices 5s 6d, single bed size 8s 6d, double bed 8s 6d each at McKay's Great Realisation Sale. <box>4 877 150 903</box>
column-7 <box>989 20 1114 1465</box>
showing-line: WE ARE NOW SHOWING <box>514 191 586 212</box>
general-heading: GENERAL CABLES. <box>1005 23 1098 33</box>
ladies-dept: LADIES' UNDERCLOTHING DEPARTMENT <box>190 754 384 765</box>
sale-line: Ripple Cloth DRESSING-GOWNS in Vieux Rose, Saxe. Regular Price 29s 6d— Realisation Sale Price 12s 6d. <box>162 877 408 894</box>
event-item: Aug. 21.—Princess Theatre, Westland Competitions. <box>424 703 510 716</box>
thompson-sub: (J. P. COULSON, PROPRIETOR). <box>308 1069 399 1076</box>
nazol-text: Woods' Great Peppermint Cure For Coughs and Colds, never fails. There is one sure and speedy remedy for coughs and colds. Its name is 'Nazol'. Most economical, and always pay good dividends. 60 doses, ready for use, 1s 6d.—Advt. <box>992 865 1111 904</box>
part-text: GISBORNE, July 11. Advice from Sydney states the victims of the Walter Goldie, a passenger in the aeroplane which crashed, consists of a fractured knee cap. His condition is satisfactory. The pilot was John Boddington, aged 28, in connection with Butlers, to whom Goldsn had letters of introduction. The pilot was returning to Nowell aerodrome after a flight when it got out of control and nose-dived to earth. <box>992 583 1111 648</box>
nuggets-text: Quick despatch to stubborn colds is certain with 'Nazol'. Take a few drops on lump sugar or inhale. Powerful, penetrating, and acts like a charm. 60 doses 1s 6d—Advt. <box>291 1119 416 1145</box>
event-item: Aug. 14.—Westland County Council, meets 2 p.m. <box>424 634 510 647</box>
tide-line: July 11— 4.10 a.m.; 4.40 p.m. <box>4 217 85 224</box>
column-1 <box>4 20 154 1465</box>
guardian-date: WEDNESDAY, JULY 11, 1928. <box>468 902 566 910</box>
worsteds-line: Worsteds and Tweeds <box>233 174 341 184</box>
phase-line: New moon 17th 3.45 p.m. <box>4 197 75 204</box>
realisation-heading: REALISATION SALE! <box>190 690 384 751</box>
event-item: Aug. 18.—Westland Competitions open. <box>424 675 510 689</box>
event-item: July 30.—Soldiers' Hall, juvenile dance. <box>424 544 510 558</box>
tonight-line: TO-NIGHT ! TO-NIGHT ! TO-NIGHT ! TO-NIGHT ! <box>445 36 589 42</box>
mckays-sample: SAMPLE ROOMS <box>234 1023 340 1034</box>
stopforth-addr: REVELL STREET <box>246 454 308 462</box>
death-heading: DEATH. <box>454 813 480 821</box>
tide-line: July 15— 8.25 a.m.; 8.55 p.m. <box>4 251 85 258</box>
kc-text: (Received this day at 9.30 a.m.) HOBART, July 11. Albert Ogilvie, K.C., formerly Attorney-General, has been adjudged guilty by the Full Court of contempt of Court in connection with a speech made in the Upper House. <box>992 771 1111 810</box>
mckays-logo: McKay's <box>193 965 381 1013</box>
met-reading: The reading at 9 a.m. yesterday was 29.70—rising. <box>4 168 144 175</box>
cholerton-name: E. CHOLERTON, <box>429 757 505 768</box>
stopforth-phone: 'PHONE 167. <box>365 454 412 462</box>
uss-sub: OF NEW ZEALAND, LIMITED. <box>33 452 121 458</box>
